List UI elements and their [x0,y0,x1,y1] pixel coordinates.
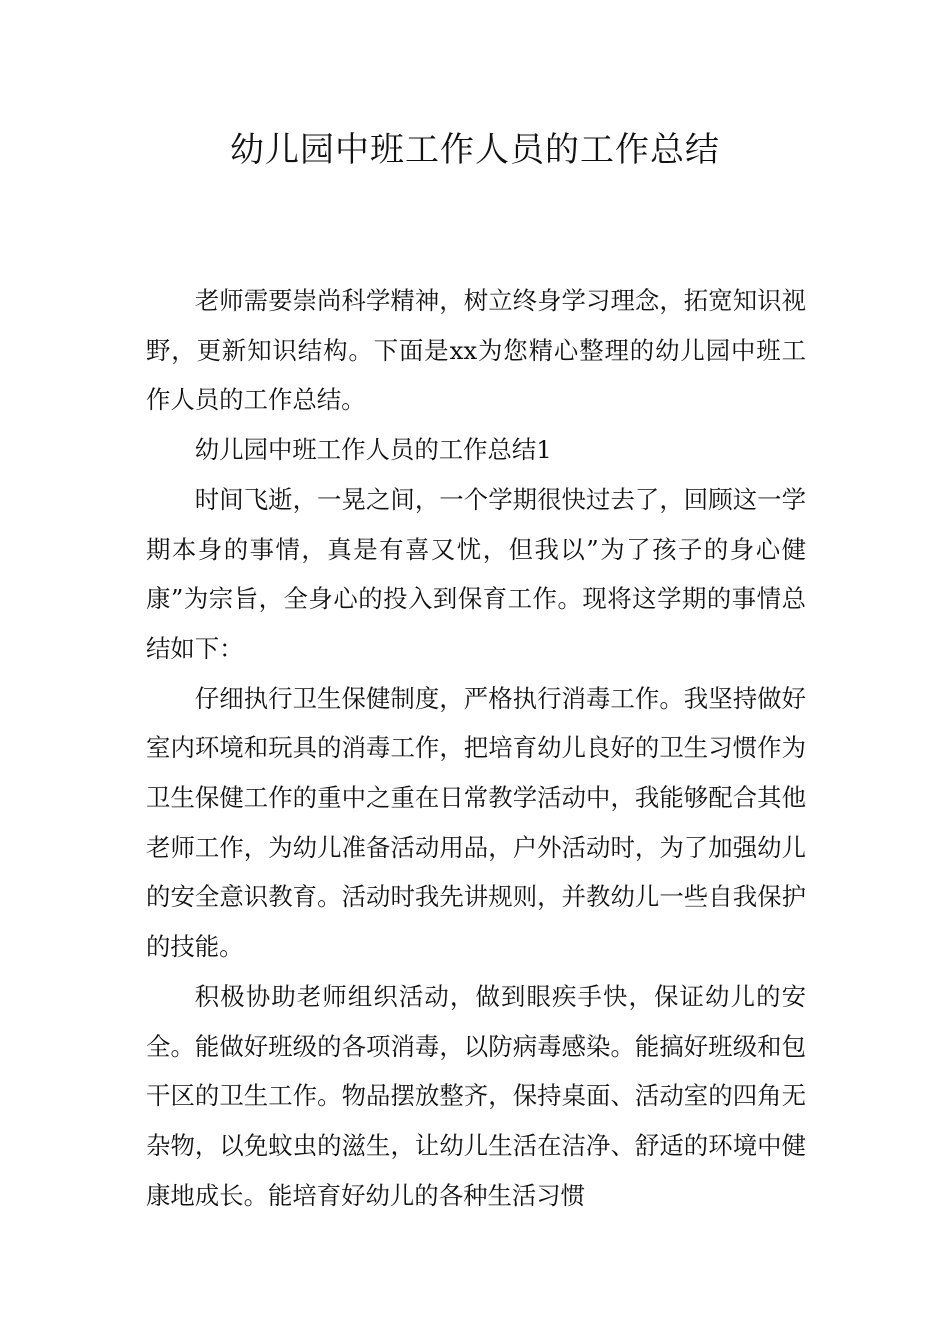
paragraph-assist: 积极协助老师组织活动，做到眼疾手快，保证幼儿的安全。能做好班级的各项消毒，以防病毒感染。能搞好班级和包干区的卫生工作。物品摆放整齐，保持桌面、活动室的四角无杂物，以免蚊虫的滋生，让幼儿生活在洁净、舒适的环境中健康地成长。能培育好幼儿的各种生活习惯 [146,981,806,1210]
paragraph-subheading: 幼儿园中班工作人员的工作总结1 [194,435,552,465]
paragraph-intro: 老师需要崇尚科学精神，树立终身学习理念，拓宽知识视野，更新知识结构。下面是xx为您精心整理的幼儿园中班工作人员的工作总结。 [146,286,806,415]
paragraph-overview: 时间飞逝，一晃之间，一个学期很快过去了，回顾这一学期本身的事情，真是有喜又忧，但我以”为了孩子的身心健康”为宗旨，全身心的投入到保育工作。现将这学期的事情总结如下： [146,484,806,663]
paragraph-hygiene: 仔细执行卫生保健制度，严格执行消毒工作。我坚持做好室内环境和玩具的消毒工作，把培育幼儿良好的卫生习惯作为卫生保健工作的重中之重在日常教学活动中，我能够配合其他老师工作，为幼儿准备活动用品，户外活动时，为了加强幼儿的安全意识教育。活动时我先讲规则，并教幼儿一些自我保护的技能。 [146,683,806,962]
document-title: 幼儿园中班工作人员的工作总结 [230,130,720,170]
document-body [146,276,806,1220]
